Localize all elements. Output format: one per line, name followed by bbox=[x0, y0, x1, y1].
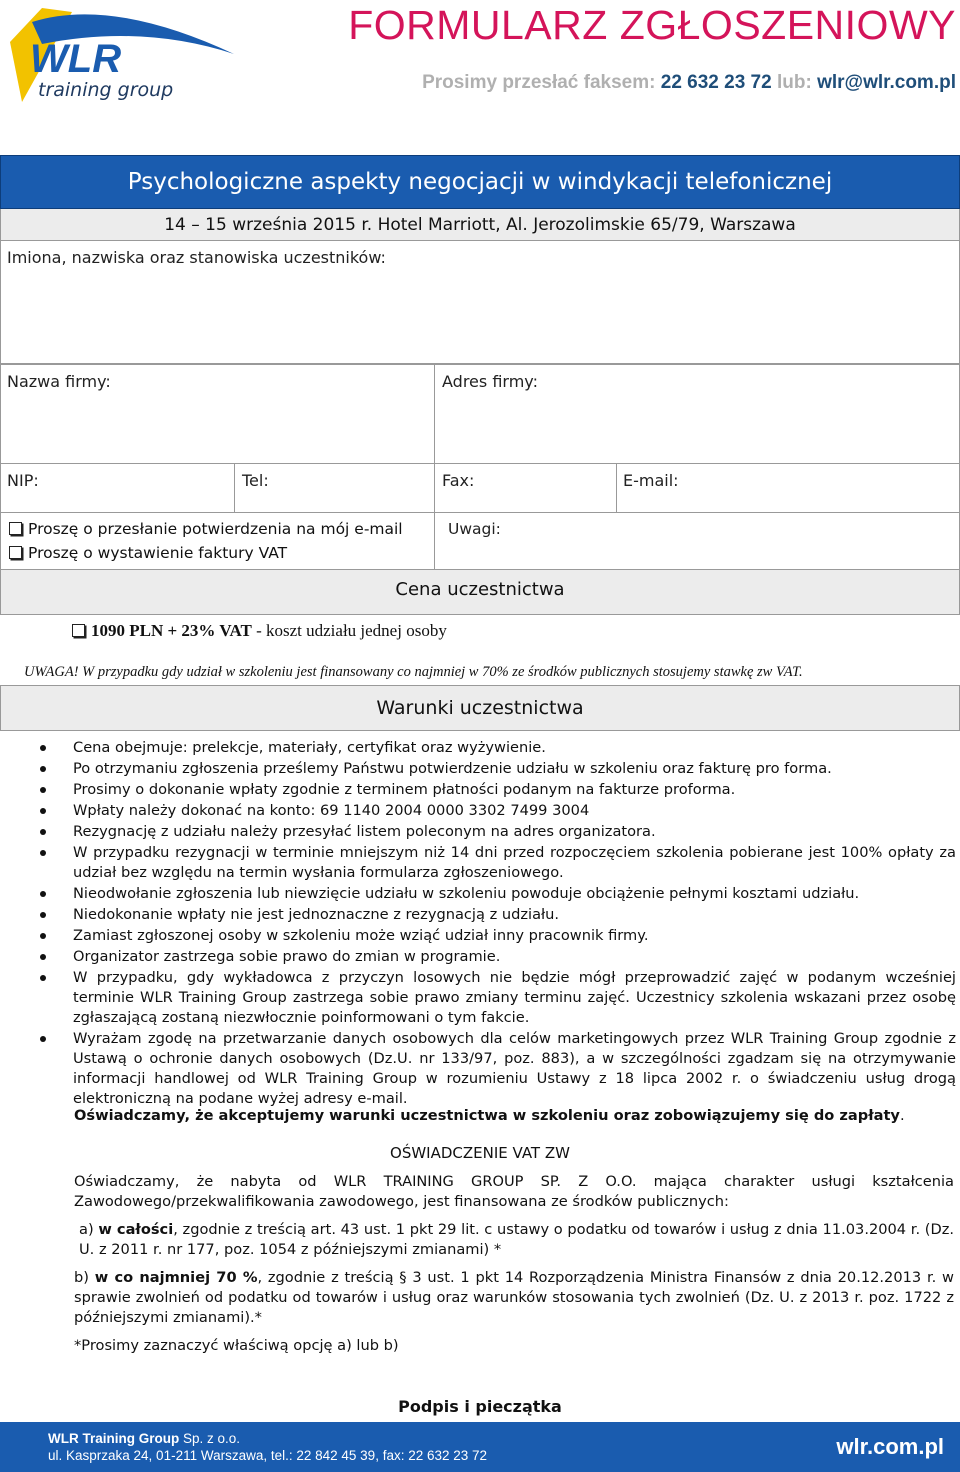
logo-subtitle: training group bbox=[38, 79, 174, 101]
vat-heading: OŚWIADCZENIE VAT ZW bbox=[390, 1144, 570, 1162]
company-name-field[interactable] bbox=[0, 364, 435, 464]
vat-option-b bbox=[74, 1268, 954, 1328]
list-item: Nieodwołanie zgłoszenia lub niewzięcie udziału w szkoleniu powoduje obciążenie pełnymi kosztami udziału. bbox=[36, 884, 956, 904]
date-venue-text: 14 – 15 września 2015 r. Hotel Marriott, Al. Jerozolimskie 65/79, Warszawa bbox=[164, 214, 796, 235]
confirm-email-label: Proszę o przesłanie potwierdzenia na mój e-mail bbox=[28, 520, 403, 538]
footer-company-bold: WLR Training Group bbox=[48, 1431, 180, 1446]
company-name-label: Nazwa firmy: bbox=[7, 372, 111, 391]
form-title: FORMULARZ ZGŁOSZENIOWY bbox=[348, 2, 956, 48]
options-cell bbox=[0, 512, 435, 570]
fax-prefix: Prosimy przesłać faksem: bbox=[422, 72, 656, 93]
vat-footnote: *Prosimy zaznaczyć właściwą opcję a) lub b) bbox=[74, 1337, 399, 1354]
declaration-text: Oświadczamy, że akceptujemy warunki uczestnictwa w szkoleniu oraz zobowiązujemy się do zapłaty bbox=[74, 1107, 900, 1124]
nip-field[interactable] bbox=[0, 463, 235, 513]
participants-label: Imiona, nazwiska oraz stanowiska uczestników: bbox=[7, 248, 386, 267]
nip-label: NIP: bbox=[7, 471, 39, 490]
option-b-text: , zgodnie z treścią § 3 ust. 1 pkt 14 Rozporządzenia Ministra Finansów z dnia 20.12.2013 r. w sprawie zwolnień od podatku od towarów i usług oraz warunków stosowania tych zwolnień (Dz. U. z 2013 r. poz. 1722 z późniejszymi zmianami).* bbox=[74, 1269, 954, 1326]
conditions-heading: Warunki uczestnictwa bbox=[376, 697, 584, 719]
email-label: E-mail: bbox=[623, 471, 679, 490]
checkbox-icon[interactable] bbox=[72, 624, 85, 637]
price-heading: Cena uczestnictwa bbox=[395, 579, 565, 600]
course-title-banner bbox=[0, 155, 960, 209]
option-b-prefix: b) bbox=[74, 1269, 95, 1286]
list-item: Prosimy o dokonanie wpłaty zgodnie z terminem płatności podanym na fakturze proforma. bbox=[36, 780, 956, 800]
declaration-end: . bbox=[899, 1107, 905, 1124]
list-item: W przypadku, gdy wykładowca z przyczyn losowych nie będzie mógł przeprowadzić zajęć w podanym wcześniej terminie WLR Training Group zastrzega sobie prawo zmiany terminu zajęć. Uczestnicy szkolenia wskazani przez osobę zgłaszającą zostaną niezwłocznie poinformowani o tym fakcie. bbox=[36, 968, 956, 1028]
option-a-prefix: a) bbox=[79, 1221, 99, 1238]
price-description: - koszt udziału jednej osoby bbox=[251, 621, 447, 640]
logo-brand: WLR bbox=[30, 37, 122, 81]
option-a-text: , zgodnie z treścią art. 43 ust. 1 pkt 29 lit. c ustawy o podatku od towarów i usług z dnia 11.03.2004 r. (Dz. U. z 2011 r. nr 177, poz. 1054 z późniejszymi zmianami) * bbox=[79, 1221, 954, 1258]
remarks-label: Uwagi: bbox=[448, 520, 501, 538]
list-item: Wyrażam zgodę na przetwarzanie danych osobowych dla celów marketingowych przez WLR Training Group zgodnie z Ustawą o ochronie danych osobowych (Dz.U. nr 133/97, poz. 883), a w szczególności zgadzam się na otrzymywanie informacji handlowej od WLR Training Group w rozumieniu Ustawy z 18 lipca 2002 r. o świadczeniu usług drogą elektroniczną na podane wyżej adresy e-mail. bbox=[36, 1029, 956, 1109]
signature-label: Podpis i pieczątka bbox=[398, 1397, 562, 1416]
vat-invoice-option[interactable] bbox=[9, 544, 287, 562]
fax-instructions bbox=[422, 72, 956, 94]
tel-field[interactable] bbox=[234, 463, 435, 513]
list-item: W przypadku rezygnacji w terminie mniejszym niż 14 dni przed rozpoczęciem szkolenia pobierane jest 100% opłaty za udział bez względu na termin wysłania formularza zgłoszeniowego. bbox=[36, 843, 956, 883]
option-a-bold: w całości bbox=[98, 1221, 174, 1238]
fax-field[interactable] bbox=[434, 463, 617, 513]
course-date-venue bbox=[0, 209, 960, 240]
fax-label: Fax: bbox=[442, 471, 475, 490]
footer-company bbox=[48, 1431, 240, 1446]
course-title: Psychologiczne aspekty negocjacji w windykacji telefonicznej bbox=[127, 169, 833, 195]
footer-band bbox=[0, 1422, 960, 1472]
list-item: Wpłaty należy dokonać na konto: 69 1140 2004 0000 3302 7499 3004 bbox=[36, 801, 956, 821]
list-item: Po otrzymaniu zgłoszenia prześlemy Państwu potwierdzenie udziału w szkoleniu oraz fakturę pro forma. bbox=[36, 759, 956, 779]
checkbox-icon[interactable] bbox=[9, 546, 22, 559]
vat-invoice-label: Proszę o wystawienie faktury VAT bbox=[28, 544, 288, 562]
tel-label: Tel: bbox=[242, 471, 269, 490]
wlr-logo bbox=[2, 2, 237, 104]
conditions-list bbox=[36, 738, 956, 1110]
vat-intro: Oświadczamy, że nabyta od WLR TRAINING GROUP SP. Z O.O. mająca charakter usługi kształcenia Zawodowego/przekwalifikowania zawodowego, jest finansowana ze środków publicznych: bbox=[74, 1173, 954, 1210]
list-item: Rezygnację z udziału należy przesyłać listem poleconym na adres organizatora. bbox=[36, 822, 956, 842]
list-item: Organizator zastrzega sobie prawo do zmian w programie. bbox=[36, 947, 956, 967]
vat-option-a bbox=[74, 1220, 954, 1260]
list-item: Niedokonanie wpłaty nie jest jednoznaczne z rezygnacją z udziału. bbox=[36, 905, 956, 925]
email-field[interactable] bbox=[616, 463, 960, 513]
contact-email[interactable]: wlr@wlr.com.pl bbox=[817, 72, 956, 93]
company-address-field[interactable] bbox=[434, 364, 960, 464]
fax-number: 22 632 23 72 bbox=[660, 72, 772, 93]
footer-address: ul. Kasprzaka 24, 01-211 Warszawa, tel.: 22 842 45 39, fax: 22 632 23 72 bbox=[48, 1448, 488, 1463]
company-address-label: Adres firmy: bbox=[442, 372, 538, 391]
confirm-email-option[interactable] bbox=[9, 520, 403, 538]
price-amount: 1090 PLN + 23% VAT bbox=[91, 621, 252, 640]
footer-company-rest: Sp. z o.o. bbox=[179, 1431, 241, 1446]
checkbox-icon[interactable] bbox=[9, 522, 22, 535]
acceptance-declaration bbox=[74, 1106, 954, 1126]
list-item: Cena obejmuje: prelekcje, materiały, certyfikat oraz wyżywienie. bbox=[36, 738, 956, 758]
option-b-bold: w co najmniej 70 % bbox=[94, 1269, 258, 1286]
list-item: Zamiast zgłoszonej osoby w szkoleniu może wziąć udział inny pracownik firmy. bbox=[36, 926, 956, 946]
fax-or: lub: bbox=[776, 72, 812, 93]
remarks-field[interactable] bbox=[434, 512, 960, 570]
price-heading-band bbox=[0, 569, 960, 615]
participants-field[interactable] bbox=[0, 240, 960, 364]
logo-graphic bbox=[2, 2, 237, 104]
footer-website-link[interactable]: wlr.com.pl bbox=[836, 1434, 944, 1459]
conditions-heading-band bbox=[0, 685, 960, 731]
price-vat-note: UWAGA! W przypadku gdy udział w szkoleniu jest finansowany co najmniej w 70% ze środków publicznych stosujemy stawkę zw VAT. bbox=[24, 664, 803, 680]
price-option[interactable] bbox=[72, 621, 447, 641]
